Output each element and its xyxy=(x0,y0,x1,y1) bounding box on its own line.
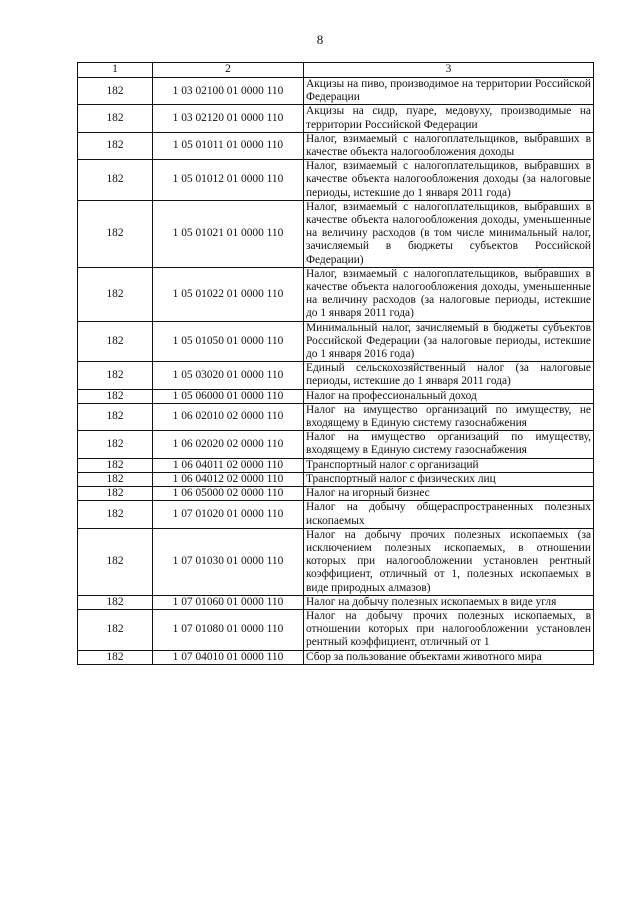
revenue-name-cell: Транспортный налог с организаций xyxy=(304,458,594,472)
agency-code-cell: 182 xyxy=(78,267,153,321)
table-row xyxy=(78,501,594,528)
table-row xyxy=(78,200,594,267)
table-row xyxy=(78,487,594,501)
revenue-name-cell: Налог на добычу прочих полезных ископаемых, в отношении которых при налогообложении установлен рентный коэффициент, отличный от 1 xyxy=(304,609,594,650)
agency-code-cell: 182 xyxy=(78,403,153,430)
budget-code-cell: 1 05 01012 01 0000 110 xyxy=(153,160,304,201)
budget-code-cell: 1 05 01011 01 0000 110 xyxy=(153,132,304,159)
agency-code-cell: 182 xyxy=(78,200,153,267)
revenue-name-cell: Акцизы на сидр, пуаре, медовуху, производимые на территории Российской Федерации xyxy=(304,105,594,132)
budget-code-cell: 1 06 05000 02 0000 110 xyxy=(153,487,304,501)
page-number: 8 xyxy=(316,32,324,47)
budget-code-cell: 1 03 02120 01 0000 110 xyxy=(153,105,304,132)
agency-code-cell: 182 xyxy=(78,160,153,201)
revenue-name-cell: Налог на игорный бизнес xyxy=(304,487,594,501)
revenue-name-cell: Минимальный налог, зачисляемый в бюджеты субъектов Российской Федерации (за налоговые периоды, истекшие до 1 января 2016 года) xyxy=(304,321,594,362)
table-row xyxy=(78,267,594,321)
revenue-name-cell: Налог на добычу общераспространенных полезных ископаемых xyxy=(304,501,594,528)
revenue-name-cell: Единый сельскохозяйственный налог (за налоговые периоды, истекшие до 1 января 2011 года) xyxy=(304,362,594,389)
budget-code-cell: 1 05 06000 01 0000 110 xyxy=(153,389,304,403)
agency-code-cell: 182 xyxy=(78,321,153,362)
agency-code-cell: 182 xyxy=(78,487,153,501)
budget-code-cell: 1 06 04012 02 0000 110 xyxy=(153,472,304,486)
agency-code-cell: 182 xyxy=(78,458,153,472)
table-row xyxy=(78,609,594,650)
agency-code-cell: 182 xyxy=(78,650,153,664)
budget-code-cell: 1 07 01020 01 0000 110 xyxy=(153,501,304,528)
budget-code-cell: 1 07 01060 01 0000 110 xyxy=(153,595,304,609)
revenue-name-cell: Налог на имущество организаций по имуществу, входящему в Единую систему газоснабжения xyxy=(304,431,594,458)
table-row xyxy=(78,431,594,458)
table-row xyxy=(78,528,594,595)
agency-code-cell: 182 xyxy=(78,132,153,159)
budget-code-cell: 1 06 04011 02 0000 110 xyxy=(153,458,304,472)
table-row xyxy=(78,160,594,201)
revenue-name-cell: Налог на имущество организаций по имуществу, не входящему в Единую систему газоснабжения xyxy=(304,403,594,430)
budget-code-cell: 1 06 02020 02 0000 110 xyxy=(153,431,304,458)
agency-code-cell: 182 xyxy=(78,528,153,595)
budget-code-cell: 1 03 02100 01 0000 110 xyxy=(153,78,304,105)
column-header-3: 3 xyxy=(304,63,594,78)
budget-code-cell: 1 05 01021 01 0000 110 xyxy=(153,200,304,267)
budget-code-cell: 1 05 03020 01 0000 110 xyxy=(153,362,304,389)
revenue-name-cell: Налог на добычу полезных ископаемых в виде угля xyxy=(304,595,594,609)
revenue-name-cell: Налог, взимаемый с налогоплательщиков, выбравших в качестве объекта налогообложения доходы, уменьшенные на величину расходов (за налоговые периоды, истекшие до 1 января 2011 года) xyxy=(304,267,594,321)
budget-code-cell: 1 06 02010 02 0000 110 xyxy=(153,403,304,430)
table-header-row xyxy=(78,63,594,78)
table-row xyxy=(78,78,594,105)
budget-code-cell: 1 07 01030 01 0000 110 xyxy=(153,528,304,595)
agency-code-cell: 182 xyxy=(78,595,153,609)
revenue-name-cell: Налог, взимаемый с налогоплательщиков, выбравших в качестве объекта налогообложения доходы (за налоговые периоды, истекшие до 1 января 2011 года) xyxy=(304,160,594,201)
budget-code-cell: 1 07 04010 01 0000 110 xyxy=(153,650,304,664)
agency-code-cell: 182 xyxy=(78,431,153,458)
column-header-2: 2 xyxy=(153,63,304,78)
table-row xyxy=(78,389,594,403)
budget-code-cell: 1 07 01080 01 0000 110 xyxy=(153,609,304,650)
table-row xyxy=(78,132,594,159)
agency-code-cell: 182 xyxy=(78,362,153,389)
budget-code-cell: 1 05 01050 01 0000 110 xyxy=(153,321,304,362)
revenue-name-cell: Акцизы на пиво, производимое на территории Российской Федерации xyxy=(304,78,594,105)
table-row xyxy=(78,595,594,609)
revenue-name-cell: Налог на добычу прочих полезных ископаемых (за исключением полезных ископаемых, в отношении которых при налогообложении установлен рентный коэффициент, отличный от 1, полезных ископаемых в виде природных алмазов) xyxy=(304,528,594,595)
budget-code-cell: 1 05 01022 01 0000 110 xyxy=(153,267,304,321)
agency-code-cell: 182 xyxy=(78,78,153,105)
table-row xyxy=(78,650,594,664)
table-row xyxy=(78,403,594,430)
revenue-name-cell: Транспортный налог с физических лиц xyxy=(304,472,594,486)
table-row xyxy=(78,362,594,389)
revenue-name-cell: Налог на профессиональный доход xyxy=(304,389,594,403)
agency-code-cell: 182 xyxy=(78,105,153,132)
table-row xyxy=(78,105,594,132)
agency-code-cell: 182 xyxy=(78,389,153,403)
column-header-1: 1 xyxy=(78,63,153,78)
agency-code-cell: 182 xyxy=(78,472,153,486)
budget-codes-table xyxy=(77,62,594,665)
revenue-name-cell: Налог, взимаемый с налогоплательщиков, выбравших в качестве объекта налогообложения доходы xyxy=(304,132,594,159)
revenue-name-cell: Сбор за пользование объектами животного мира xyxy=(304,650,594,664)
table-row xyxy=(78,321,594,362)
agency-code-cell: 182 xyxy=(78,501,153,528)
table-row xyxy=(78,458,594,472)
table-row xyxy=(78,472,594,486)
agency-code-cell: 182 xyxy=(78,609,153,650)
revenue-name-cell: Налог, взимаемый с налогоплательщиков, выбравших в качестве объекта налогообложения доходы, уменьшенные на величину расходов (в том числе минимальный налог, зачисляемый в бюджеты субъектов Российской Федерации) xyxy=(304,200,594,267)
